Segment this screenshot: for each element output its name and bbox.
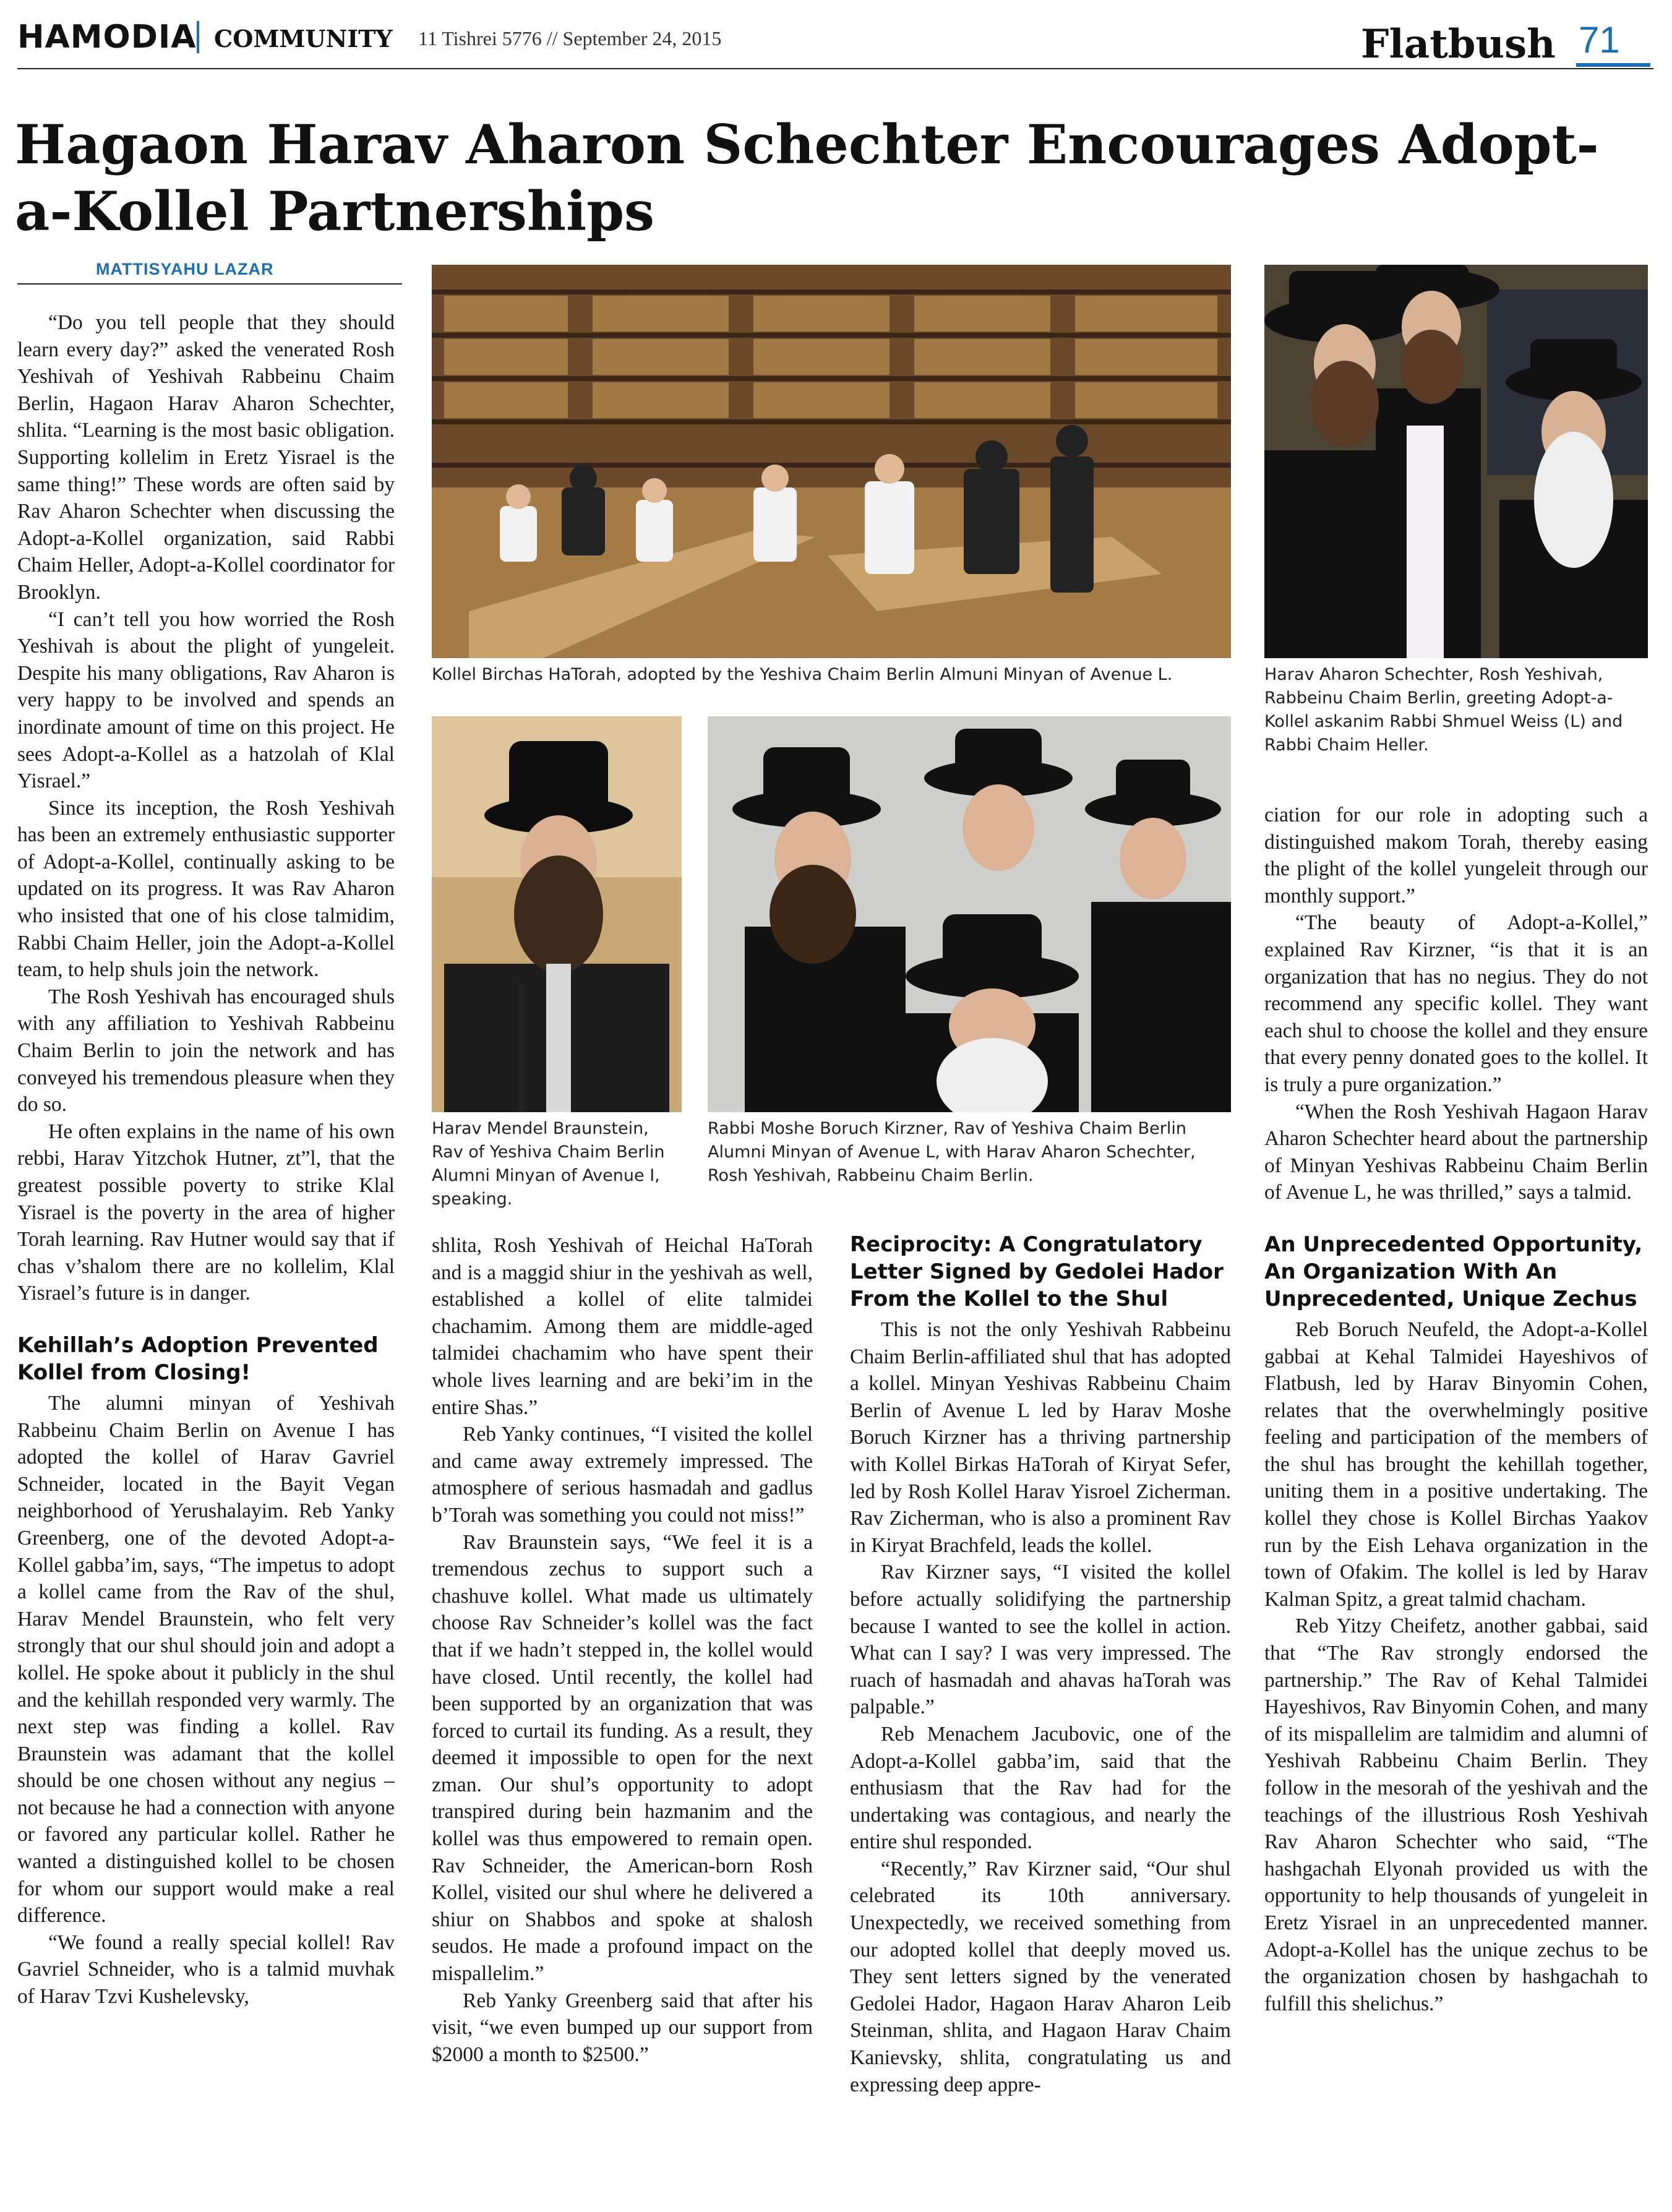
- paragraph: Reb Yitzy Cheifetz, another gabbai, said that “The Rav strongly endorsed the partnership.” The Rav of Kehal Talmidei Hayeshivos, Rav Binyomin Cohen, and many of its mispallelim are talmidim and alumni of Yeshivah Rabbeinu Chaim Berlin. They follow in the mesorah of the yeshivah and the teachings of the illustrious Rosh Yeshivah Rav Aharon Schechter who said, “The hashgachah Elyonah provided us with the opportunity to help thousands of yungeleit in Eretz Yisrael in an unprecedented manner. Adopt-a-Kollel has the unique zechus to be the organization chosen by hashgachah to fulfill this shelichus.”: [1264, 1614, 1648, 2015]
- paragraph: Reb Yanky continues, “I visited the kollel and came away extremely impressed. The atmosphere of serious hasmadah and gadlus b’Torah was something you could not miss!”: [432, 1423, 813, 1527]
- paragraph: Rav Kirzner says, “I visited the kollel before actually solidifying the partnership because I wanted to see the kollel in action. What can I say? I was very impressed. The ruach of hasmadah and ahavas haTorah was palpable.”: [850, 1561, 1231, 1719]
- article-column-1: [17, 309, 395, 2010]
- kollel-photo: [432, 265, 1231, 658]
- article-column-2: [432, 1232, 813, 2068]
- braunstein-photo-caption: Harav Mendel Braunstein, Rav of Yeshiva Chaim Berlin Alumni Minyan of Avenue I, speaking.: [432, 1119, 665, 1209]
- subhead-kehillah-adoption: Kehillah’s Adoption Prevented Kollel from Closing!: [17, 1332, 379, 1385]
- paragraph: “I can’t tell you how worried the Rosh Yeshivah is about the plight of yungeleit. Despite his many obligations, Rav Aharon is very happy to be involved and spends an inordinate amount of time on this project. He sees Adopt-a-Kollel as a hatzolah of Klal Yisrael.”: [17, 607, 395, 793]
- byline: MATTISYAHU LAZAR: [96, 260, 274, 278]
- paragraph: “Do you tell people that they should learn every day?” asked the venerated Rosh Yeshivah of Yeshivah Rabbeinu Chaim Berlin, Hagaon Harav Aharon Schechter, shlita. “Learning is the most basic obligation. Supporting kollelim in Eretz Yisrael is the same thing!” These words are often said by Rav Aharon Schechter when discussing the Adopt-a-Kollel organization, said Rabbi Chaim Heller, Adopt-a-Kollel coordinator for Brooklyn.: [17, 311, 395, 604]
- paragraph: “When the Rosh Yeshivah Hagaon Harav Aharon Schechter heard about the partnership of Minyan Yeshivas Rabbeinu Chaim Berlin of Avenue L, he was thrilled,” says a talmid.: [1264, 1100, 1648, 1204]
- braunstein-photo: [432, 716, 682, 1112]
- paragraph: “We found a really special kollel! Rav Gavriel Schneider, who is a talmid muvhak of Harav Tzvi Kushelevsky,: [17, 1931, 395, 2008]
- paragraph: shlita, Rosh Yeshivah of Heichal HaTorah and is a maggid shiur in the yeshivah as well, established a kollel of elite talmidei chachamim. Among them are middle-aged talmidei chachamim who have spent their whole lives learning and are beki’im in the entire Shas.”: [432, 1234, 813, 1419]
- kirzner-photo-caption: Rabbi Moshe Boruch Kirzner, Rav of Yeshiva Chaim Berlin Alumni Minyan of Avenue L, with Harav Aharon Schechter, Rosh Yeshivah, Rabbeinu Chaim Berlin.: [708, 1119, 1196, 1185]
- paragraph: “The beauty of Adopt-a-Kollel,” explained Rav Kirzner, “is that it is an organization that has no negius. They do not recommend any specific kollel. They want each shul to choose the kollel and they ensure that every penny donated goes to the kollel. It is truly a pure organization.”: [1264, 911, 1648, 1096]
- paragraph: This is not the only Yeshivah Rabbeinu Chaim Berlin-affiliated shul that has adopted a kollel. Minyan Yeshivas Rabbeinu Chaim Berlin of Avenue L led by Harav Moshe Boruch Kirzner has a thriving partnership with Kollel Birkas HaTorah of Kiryat Sefer, led by Rosh Kollel Harav Yisroel Zicherman. Rav Zicherman, who is also a prominent Rav in Kiryat Brachfeld, leads the kollel.: [850, 1318, 1231, 1557]
- article-column-4: [1264, 802, 1648, 2017]
- schechter-photo: [1264, 265, 1648, 658]
- subhead-unprecedented-opportunity: An Unprecedented Opportunity, An Organization With An Unprecedented, Unique Zechus: [1264, 1232, 1643, 1311]
- page-number: 71: [1579, 19, 1620, 61]
- schechter-photo-caption: Harav Aharon Schechter, Rosh Yeshivah, Rabbeinu Chaim Berlin, greeting Adopt-a-Kollel askanim Rabbi Shmuel Weiss (L) and Rabbi Chaim Heller.: [1264, 665, 1623, 755]
- masthead-rule: [17, 68, 1653, 69]
- paragraph: Reb Yanky Greenberg said that after his visit, “we even bumped up our support from $2000 a month to $2500.”: [432, 1989, 813, 2066]
- paragraph: “Recently,” Rav Kirzner said, “Our shul celebrated its 10th anniversary. Unexpectedly, we received something from our adopted kollel that deeply moved us. They sent letters signed by the venerated Gedolei Hador, Hagaon Harav Aharon Leib Steinman, shlita, and Hagaon Harav Chaim Kanievsky, shlita, congratulating us and expressing deep appre-: [850, 1857, 1231, 2096]
- article-headline: Hagaon Harav Aharon Schechter Encourages Adopt-a-Kollel Partnerships: [15, 113, 1599, 243]
- masthead: [0, 0, 1672, 71]
- kollel-photo-caption: Kollel Birchas HaTorah, adopted by the Yeshiva Chaim Berlin Almuni Minyan of Avenue L.: [432, 665, 1173, 684]
- subhead-reciprocity: Reciprocity: A Congratulatory Letter Signed by Gedolei Hador From the Kollel to the Shul: [850, 1232, 1224, 1311]
- page-number-rule: [1576, 63, 1650, 67]
- paragraph: ciation for our role in adopting such a distinguished makom Torah, thereby easing the plight of the kollel yungeleit through our monthly support.”: [1264, 804, 1648, 907]
- issue-date: 11 Tishrei 5776 // September 24, 2015: [418, 27, 722, 49]
- paragraph: Since its inception, the Rosh Yeshivah has been an extremely enthusiastic supporter of Adopt-a-Kollel, continually asking to be updated on its progress. It was Rav Aharon who insisted that one of his close talmidim, Rabbi Chaim Heller, join the Adopt-a-Kollel team, to help shuls join the network.: [17, 796, 395, 982]
- paragraph: The Rosh Yeshivah has encouraged shuls with any affiliation to Yeshivah Rabbeinu Chaim Berlin to join the network and has conveyed his tremendous pleasure when they do so.: [17, 985, 395, 1117]
- paragraph: The alumni minyan of Yeshivah Rabbeinu Chaim Berlin on Avenue I has adopted the kollel of Harav Gavriel Schneider, located in the Bayit Vegan neighborhood of Yerushalayim. Reb Yanky Greenberg, one of the devoted Adopt-a-Kollel gabba’im, says, “The impetus to adopt a kollel came from the Rav of the shul, Harav Mendel Braunstein, who felt very strongly that our shul should join and adopt a kollel. He spoke about it publicly in the shul and the kehillah responded very warmly. The next step was finding a kollel. Rav Braunstein was adamant that the kollel should be one chosen without any negius – not because he had a connection with anyone or favored any particular kollel. Rather he wanted a distinguished kollel to be chosen for whom our support would make a real difference.: [17, 1391, 395, 1927]
- paragraph: Reb Boruch Neufeld, the Adopt-a-Kollel gabbai at Kehal Talmidei Hayeshivos of Flatbush, led by Harav Binyomin Cohen, relates that the overwhelmingly positive feeling and participation of the members of the shul has brought the kehillah together, uniting them in a positive undertaking. The kollel they chose is Kollel Birchas Yaakov run by the Eish Lehava organization in the town of Ofakim. The kollel is led by Harav Kalman Spitz, a great talmid chacham.: [1264, 1318, 1648, 1611]
- article-column-3: [850, 1231, 1231, 2098]
- paragraph: Reb Menachem Jacubovic, one of the Adopt-a-Kollel gabba’im, said that the enthusiasm that the Rav had for the undertaking was contagious, and nearly the entire shul responded.: [850, 1722, 1231, 1854]
- hamodia-logo: HAMODIA: [17, 19, 197, 56]
- masthead-divider: [197, 21, 199, 53]
- kirzner-photo: [708, 716, 1231, 1112]
- edition-title: Flatbush: [1361, 21, 1556, 67]
- section-label: COMMUNITY: [214, 25, 393, 53]
- paragraph: Rav Braunstein says, “We feel it is a tremendous zechus to support such a chashuve kollel. What made us ultimately choose Rav Schneider’s kollel was the fact that if we hadn’t stepped in, the kollel would have closed. Until recently, the kollel had been supported by an organization that was forced to curtail its funding. As a result, they deemed it impossible to open for the next zman. Our shul’s opportunity to adopt transpired during bein hazmanim and the kollel was thus empowered to remain open. Rav Schneider, the American-born Rosh Kollel, visited our shul where he delivered a shiur on Shabbos and spoke at shalosh seudos. He made a profound impact on the mispallelim.”: [432, 1530, 813, 1986]
- byline-rule: [17, 283, 402, 285]
- paragraph: He often explains in the name of his own rebbi, Harav Yitzchok Hutner, zt”l, that the greatest possible poverty to strike Klal Yisrael is the poverty in the area of higher Torah learning. Rav Hutner would say that if chas v’shalom there are no kollelim, Klal Yisrael’s future is in danger.: [17, 1120, 395, 1305]
